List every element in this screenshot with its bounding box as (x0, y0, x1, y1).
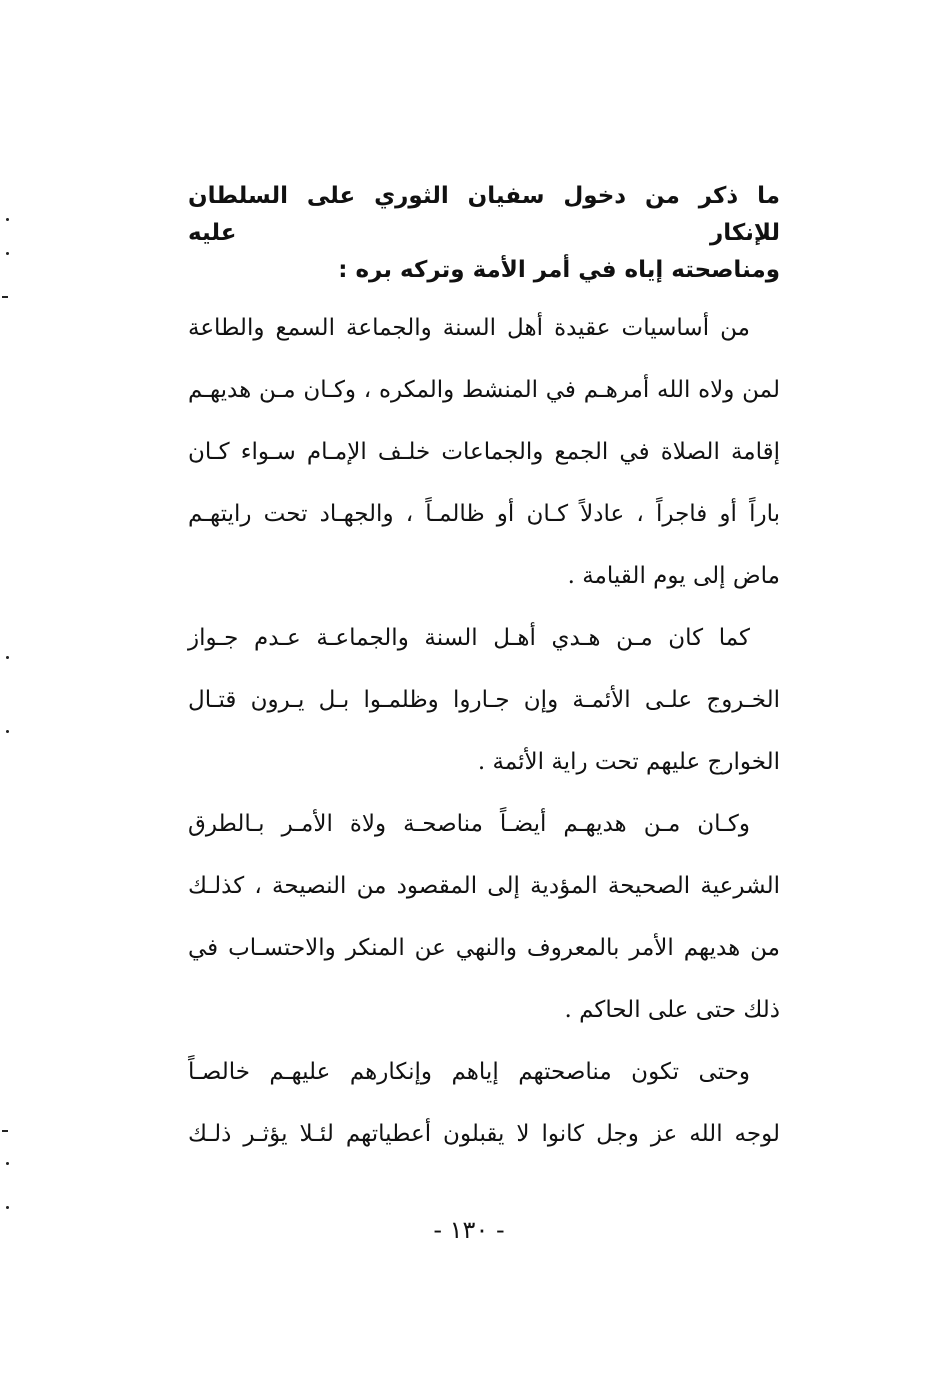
margin-speck (6, 656, 9, 659)
paragraph-line: وحتى تكون مناصحتهم إياهم وإنكارهم عليهـم خالصـاً (188, 1059, 750, 1085)
margin-speck (6, 252, 9, 255)
paragraph-line: وكـان مـن هديهـم أيضـاً مناصحـة ولاة الأمـر بـالطرق (188, 811, 750, 837)
body-text (188, 178, 780, 1165)
paragraph-line: من أساسيات عقيدة أهل السنة والجماعة السمع والطاعة (188, 315, 750, 341)
paragraph-line: ماض إلى يوم القيامة . (567, 563, 780, 589)
margin-speck (2, 296, 8, 298)
margin-speck (6, 218, 9, 221)
paragraph-line: باراً أو فاجراً ، عادلاً كـان أو ظالمـاً ، والجهـاد تحت رايتهـم (188, 501, 780, 527)
paragraph (188, 1041, 780, 1165)
paragraph-line: من هديهم الأمر بالمعروف والنهي عن المنكر والاحتسـاب في (188, 935, 780, 961)
paragraph-line: كما كان مـن هـدي أهـل السنة والجماعـة عـدم جـواز (188, 625, 750, 651)
margin-speck (2, 1130, 8, 1132)
paragraph-line: لمن ولاه الله أمرهـم في المنشط والمكره ، وكـان مـن هديهـم (188, 377, 780, 403)
margin-speck (6, 1162, 9, 1165)
heading-line: ما ذكر من دخول سفيان الثوري على السلطان للإنكار عليه (188, 183, 780, 246)
paragraph-line: إقامة الصلاة في الجمع والجماعات خلـف الإمـام سـواء كـان (188, 439, 780, 465)
paragraph-line: الشرعية الصحيحة المؤدية إلى المقصود من النصيحة ، كذلـك (188, 873, 780, 899)
paragraph-line: الخـروج علـى الأئمـة وإن جـاروا وظلمـوا بـل يـرون قتـال (188, 687, 780, 713)
page-number: - ١٣٠ - (433, 1216, 505, 1244)
paragraph (188, 297, 780, 607)
margin-speck (6, 730, 9, 733)
section-heading (188, 178, 780, 289)
paragraph-line: ذلك حتى على الحاكم . (564, 997, 780, 1023)
margin-speck (6, 1206, 9, 1209)
paragraph (188, 607, 780, 793)
paragraph-line: لوجه الله عز وجل كانوا لا يقبلون أعطياتهم لئـلا يؤثـر ذلـك (188, 1121, 780, 1147)
heading-line: ومناصحته إياه في أمر الأمة وتركه بره : (338, 257, 780, 283)
paragraph-line: الخوارج عليهم تحت راية الأئمة . (477, 749, 780, 775)
paragraph (188, 793, 780, 1041)
